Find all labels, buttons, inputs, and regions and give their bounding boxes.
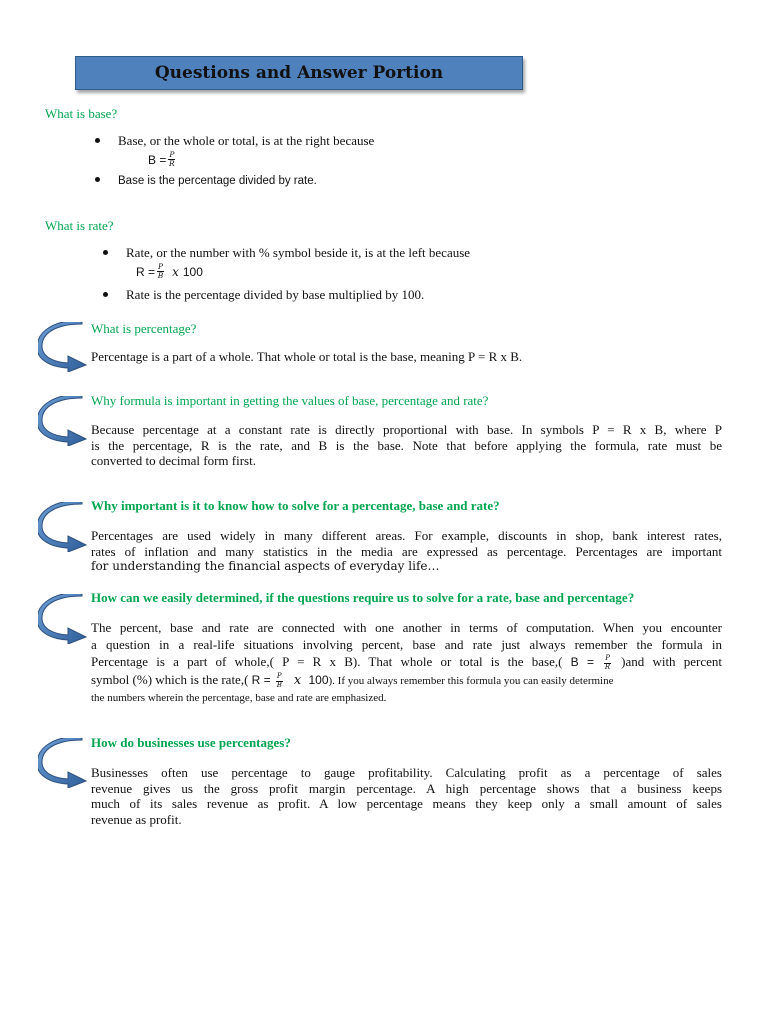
curved-arrow-icon: [38, 502, 90, 552]
formula-rate-fraction: [157, 263, 164, 280]
bullet-rate-1-text: Rate, or the number with % symbol beside it, is at the left because: [126, 245, 471, 260]
formula-base-fraction: [168, 151, 175, 168]
formula-rate-rhs: 100: [182, 264, 203, 279]
question-determine: How can we easily determined, if the questions require us to solve for a rate, base and percentage?: [91, 590, 635, 605]
title-banner: [75, 56, 523, 90]
bullet-rate-2-text: Rate is the percentage divided by base multiplied by 100.: [126, 287, 425, 302]
text-span: Percentage is a part of whole,( P = R x B). That whole or total is the base,(: [91, 654, 563, 669]
page-title: Questions and Answer Portion: [154, 63, 444, 83]
paragraph-line: much of its sales revenue as profit. A low percentage means they keep only a small amount of sales: [91, 796, 722, 811]
curved-arrow-icon: [38, 738, 90, 788]
inline-formula-times: x: [293, 673, 302, 689]
answer-why-important: [91, 528, 722, 575]
formula-base-numerator: P: [169, 150, 175, 159]
inline-formula-lhs: B =: [570, 655, 594, 669]
bullet-icon: [103, 292, 108, 297]
paragraph-line: is the percentage, R is the rate, and B is the base. Note that before applying the formula, rate must be: [91, 437, 722, 453]
paragraph-line: Businesses often use percentage to gauge profitability. Calculating profit as a percentage of sales: [91, 765, 722, 780]
paragraph-line: Percentages are used widely in many different areas. For example, discounts in shop, bank interest rates,: [91, 528, 722, 543]
answer-formula-importance: [91, 422, 722, 469]
bullet-base-2: [95, 175, 317, 187]
question-base: What is base?: [45, 106, 118, 121]
inline-formula-numerator: P: [605, 654, 610, 663]
paragraph-line: for understanding the financial aspects of everyday life…: [91, 559, 440, 573]
curved-arrow-icon: [38, 594, 90, 644]
inline-formula-lhs: R =: [251, 673, 271, 688]
bullet-rate-1: [103, 245, 470, 261]
formula-base-denominator: R: [169, 159, 175, 168]
text-span: ). If you always remember this formula you can easily determine: [328, 675, 614, 688]
inline-formula-fraction: [276, 673, 283, 689]
paragraph-line: revenue gives us the gross profit margin percentage. A high percentage shows that a business keeps: [91, 780, 722, 796]
bullet-icon: [103, 250, 108, 255]
formula-base-lhs: B =: [148, 152, 167, 167]
curved-arrow-icon: [38, 396, 90, 446]
question-why-important: Why important is it to know how to solve for a percentage, base and rate?: [91, 498, 500, 513]
question-business: How do businesses use percentages?: [91, 735, 291, 750]
formula-rate-denominator: B: [157, 271, 164, 280]
paragraph-line: converted to decimal form first.: [91, 453, 256, 468]
question-rate: What is rate?: [45, 218, 114, 233]
text-span: )and with percent: [621, 654, 723, 669]
inline-formula-denominator: R: [604, 662, 611, 671]
formula-rate: [136, 263, 203, 280]
paragraph-line: revenue as profit.: [91, 811, 182, 827]
paragraph-line: [91, 653, 722, 671]
bullet-rate-2: [103, 287, 424, 303]
inline-formula-numerator: P: [276, 672, 282, 681]
paragraph-line: rates of inflation and many statistics in the media are expressed as percentage. Percentages are important: [91, 543, 722, 559]
answer-determine: [91, 619, 722, 707]
paragraph-line: the numbers wherein the percentage, base and rate are emphasized.: [91, 692, 387, 705]
paragraph-line: [91, 671, 722, 690]
question-percentage: What is percentage?: [91, 321, 197, 336]
inline-formula-rhs: 100: [308, 673, 329, 688]
bullet-base-2-text: Base is the percentage divided by rate.: [118, 175, 317, 187]
bullet-base-1-text: Base, or the whole or total, is at the right because: [118, 133, 375, 148]
formula-base: [148, 151, 177, 168]
question-formula-importance: Why formula is important in getting the values of base, percentage and rate?: [91, 393, 489, 408]
formula-rate-numerator: P: [158, 262, 164, 271]
curved-arrow-icon: [38, 322, 90, 372]
bullet-icon: [95, 138, 100, 143]
text-span: symbol (%) which is the rate,(: [91, 672, 249, 688]
formula-rate-lhs: R =: [136, 264, 156, 279]
bullet-base-1: [95, 133, 374, 149]
paragraph-line: Because percentage at a constant rate is directly proportional with base. In symbols P = R x B, where P: [91, 422, 722, 437]
formula-rate-times: x: [172, 264, 179, 279]
bullet-icon: [95, 177, 100, 182]
inline-formula-denominator: B: [276, 680, 282, 689]
answer-percentage: Percentage is a part of a whole. That whole or total is the base, meaning P = R x B.: [91, 349, 523, 364]
answer-business: [91, 765, 722, 827]
paragraph-line: The percent, base and rate are connected with one another in terms of computation. When you encounter: [91, 620, 722, 635]
paragraph-line: a question in a real-life situations involving percent, base and rate just always remember the formula in: [91, 637, 722, 652]
inline-formula-fraction: [604, 655, 611, 671]
